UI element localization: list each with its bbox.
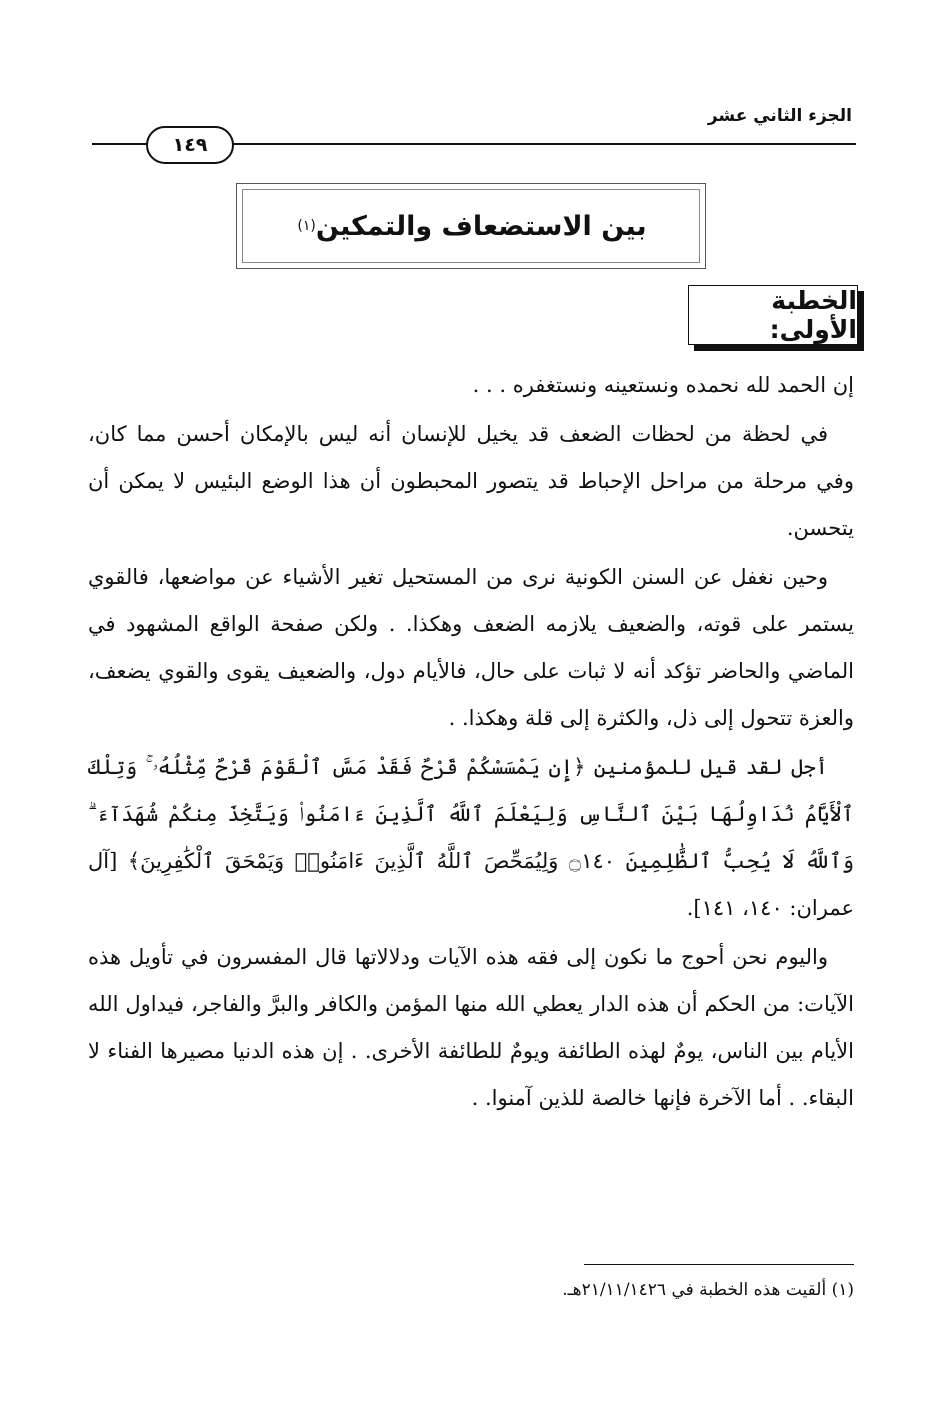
title-frame [236, 183, 706, 269]
page-number: ١٤٩ [146, 126, 234, 164]
page-title-text: بين الاستضعاف والتمكين [315, 210, 647, 242]
paragraph: واليوم نحن أحوج ما نكون إلى فقه هذه الآيات ودلالاتها قال المفسرون في تأويل هذه الآيات: من الحكم أن هذه الدار يعطي الله منها المؤمن والكافر والبرَّ والفاجر، فيداول الله الأيام بين الناس، يومٌ لهذه الطائفة ويومٌ للطائفة الأخرى. . إن هذه الدنيا مصيرها الفناء لا البقاء. . أما الآخرة فإنها خالصة للذين آمنوا. . [88, 945, 854, 1110]
section-heading: الخطبة الأولى: [688, 285, 858, 345]
paragraph: إن الحمد لله نحمده ونستعينه ونستغفره . . . [472, 373, 854, 397]
page-title [237, 184, 705, 268]
paragraph-quran: أجل لقد قيل للمؤمنين ﴿إِن يَمْسَسْكُمْ قَرْحٌ فَقَدْ مَسَّ ٱلْقَوْمَ قَرْحٌ مِّثْلُهُۥ ۚ وَتِلْكَ ٱلْأَيَّامُ نُدَاوِلُهَا بَيْنَ ٱلنَّاسِ وَلِيَعْلَمَ ٱللَّهُ ٱلَّذِينَ ءَامَنُوا۟ وَيَتَّخِذَ مِنكُمْ شُهَدَآءَ ۗ وَٱللَّهُ لَا يُحِبُّ ٱلظَّٰلِمِينَ ۝١٤٠ وَلِيُمَحِّصَ ٱللَّهُ ٱلَّذِينَ ءَامَنُوا۟ وَيَمْحَقَ ٱلْكَٰفِرِينَ﴾ [آل عمران: ١٤٠، ١٤١]. [88, 755, 854, 920]
paragraph: في لحظة من لحظات الضعف قد يخيل للإنسان أنه ليس بالإمكان أحسن مما كان، وفي مرحلة من مراحل الإحباط قد يتصور المحبطون أن هذا الوضع البئيس لا يمكن أن يتحسن. [88, 422, 854, 540]
paragraph: وحين نغفل عن السنن الكونية نرى من المستحيل تغير الأشياء عن مواضعها، فالقوي يستمر على قوته، والضعيف يلازمه الضعف وهكذا. . ولكن صفحة الواقع المشهود في الماضي والحاضر تؤكد أنه لا ثبات على حال، فالأيام دول، والضعيف يقوى والقوي يضعف، والعزة تتحول إلى ذل، والكثرة إلى قلة وهكذا. . [88, 565, 854, 730]
header-rule-left [92, 143, 148, 145]
header-rule [230, 143, 856, 145]
title-footnote-ref: (١) [297, 218, 316, 234]
body-text [88, 362, 854, 1124]
running-header: الجزء الثاني عشر [707, 106, 852, 126]
footnote-rule [584, 1264, 854, 1265]
footnote: (١) ألقيت هذه الخطبة في ٢١/١١/١٤٢٦هـ. [562, 1280, 854, 1300]
